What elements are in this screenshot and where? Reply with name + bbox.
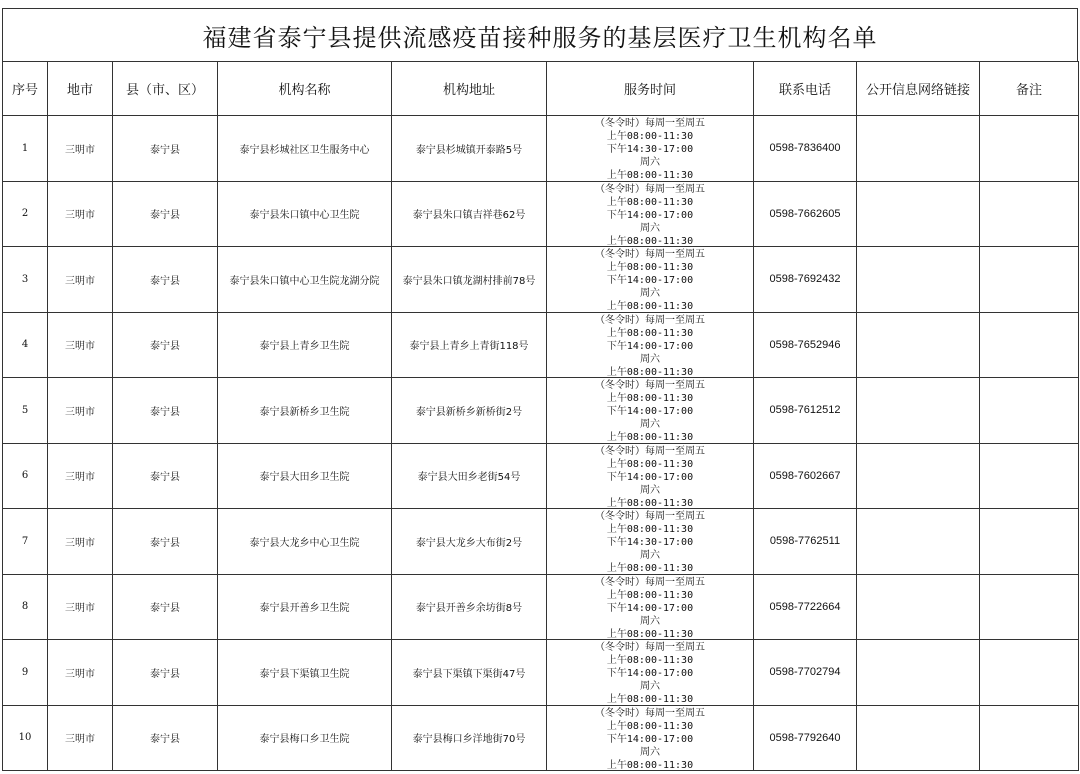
cell-service-hours [547,312,754,378]
cell-city: 三明市 [48,247,113,313]
cell-public-link [857,509,980,575]
service-hours-line: 上午08:00-11:30 [606,366,694,377]
cell-address: 泰宁县下渠镇下渠街47号 [392,640,547,706]
cell-serial: 1 [3,116,48,182]
service-hours-line: 下午14:00-17:00 [606,668,694,680]
cell-public-link [857,116,980,182]
cell-institution-name: 泰宁县下渠镇卫生院 [218,640,392,706]
cell-phone: 0598-7692432 [754,247,857,313]
table-body [3,116,1079,771]
cell-notes [980,312,1079,378]
service-hours-line: 周六 [640,615,660,627]
service-hours-line: （冬令时）每周一至周五 [595,707,705,719]
service-hours-line: 周六 [640,681,660,693]
cell-serial: 9 [3,640,48,706]
service-hours-line: 上午08:00-11:30 [606,628,694,639]
service-hours-line: 上午08:00-11:30 [606,524,694,536]
cell-city: 三明市 [48,705,113,771]
cell-serial: 4 [3,312,48,378]
cell-institution-name: 泰宁县大龙乡中心卫生院 [218,509,392,575]
institution-table [2,61,1079,771]
service-hours-line: （冬令时）每周一至周五 [595,642,705,654]
header-address: 机构地址 [392,62,547,116]
table-row [3,312,1079,378]
service-hours-line: （冬令时）每周一至周五 [595,445,705,457]
service-hours-line: 周六 [640,419,660,431]
service-hours-line: 周六 [640,353,660,365]
cell-address: 泰宁县大龙乡大布街2号 [392,509,547,575]
cell-address: 泰宁县朱口镇龙湖村排前78号 [392,247,547,313]
service-hours-line: 上午08:00-11:30 [606,393,694,405]
service-hours-line: 周六 [640,157,660,169]
cell-notes [980,640,1079,706]
cell-institution-name: 泰宁县朱口镇中心卫生院 [218,181,392,247]
cell-city: 三明市 [48,640,113,706]
service-hours-line: （冬令时）每周一至周五 [595,380,705,392]
service-hours-line: 周六 [640,288,660,300]
cell-phone: 0598-7836400 [754,116,857,182]
cell-phone: 0598-7762511 [754,509,857,575]
service-hours-line: （冬令时）每周一至周五 [595,118,705,130]
header-service-hours: 服务时间 [547,62,754,116]
service-hours-line: （冬令时）每周一至周五 [595,183,705,195]
table-row [3,443,1079,509]
cell-institution-name: 泰宁县朱口镇中心卫生院龙湖分院 [218,247,392,313]
cell-county: 泰宁县 [113,247,218,313]
header-serial: 序号 [3,62,48,116]
cell-phone: 0598-7602667 [754,443,857,509]
service-hours-line: 上午08:00-11:30 [606,458,694,470]
service-hours-lines [547,444,753,508]
service-hours-line: 上午08:00-11:30 [606,694,694,705]
cell-public-link [857,574,980,640]
cell-serial: 10 [3,705,48,771]
service-hours-line: 上午08:00-11:30 [606,589,694,601]
table-row [3,247,1079,313]
service-hours-line: 下午14:00-17:00 [606,209,694,221]
service-hours-line: 上午08:00-11:30 [606,432,694,443]
cell-county: 泰宁县 [113,378,218,444]
table-header-row [3,62,1079,116]
cell-service-hours [547,509,754,575]
header-county: 县（市、区） [113,62,218,116]
service-hours-lines [547,247,753,311]
table-row [3,378,1079,444]
cell-serial: 5 [3,378,48,444]
service-hours-line: （冬令时）每周一至周五 [595,511,705,523]
cell-public-link [857,378,980,444]
cell-address: 泰宁县朱口镇吉祥巷62号 [392,181,547,247]
service-hours-line: 上午08:00-11:30 [606,131,694,143]
cell-service-hours [547,116,754,182]
service-hours-lines [547,575,753,639]
service-hours-line: 上午08:00-11:30 [606,720,694,732]
header-institution-name: 机构名称 [218,62,392,116]
table-row [3,705,1079,771]
cell-county: 泰宁县 [113,574,218,640]
cell-service-hours [547,574,754,640]
cell-county: 泰宁县 [113,705,218,771]
cell-city: 三明市 [48,574,113,640]
cell-notes [980,705,1079,771]
cell-county: 泰宁县 [113,509,218,575]
service-hours-line: 下午14:00-17:00 [606,340,694,352]
service-hours-line: （冬令时）每周一至周五 [595,249,705,261]
header-city: 地市 [48,62,113,116]
cell-public-link [857,181,980,247]
cell-service-hours [547,247,754,313]
table-row [3,640,1079,706]
cell-city: 三明市 [48,443,113,509]
service-hours-lines [547,313,753,377]
cell-city: 三明市 [48,378,113,444]
service-hours-line: （冬令时）每周一至周五 [595,314,705,326]
service-hours-line: 下午14:30-17:00 [606,144,694,156]
cell-address: 泰宁县杉城镇开泰路5号 [392,116,547,182]
cell-phone: 0598-7612512 [754,378,857,444]
cell-institution-name: 泰宁县开善乡卫生院 [218,574,392,640]
cell-county: 泰宁县 [113,181,218,247]
service-hours-lines [547,509,753,573]
service-hours-line: 下午14:00-17:00 [606,733,694,745]
cell-address: 泰宁县开善乡余坊街8号 [392,574,547,640]
service-hours-line: 上午08:00-11:30 [606,563,694,574]
cell-service-hours [547,640,754,706]
cell-county: 泰宁县 [113,116,218,182]
cell-public-link [857,443,980,509]
cell-notes [980,378,1079,444]
service-hours-line: （冬令时）每周一至周五 [595,576,705,588]
cell-institution-name: 泰宁县上青乡卫生院 [218,312,392,378]
cell-city: 三明市 [48,312,113,378]
service-hours-line: 下午14:00-17:00 [606,406,694,418]
cell-address: 泰宁县上青乡上青街118号 [392,312,547,378]
cell-serial: 8 [3,574,48,640]
service-hours-line: 上午08:00-11:30 [606,170,694,181]
cell-address: 泰宁县大田乡老街54号 [392,443,547,509]
table-row [3,181,1079,247]
cell-phone: 0598-7722664 [754,574,857,640]
cell-serial: 6 [3,443,48,509]
service-hours-lines [547,116,753,180]
cell-county: 泰宁县 [113,443,218,509]
cell-service-hours [547,181,754,247]
document-title-cell [2,8,1078,61]
cell-phone: 0598-7792640 [754,705,857,771]
cell-public-link [857,312,980,378]
cell-phone: 0598-7702794 [754,640,857,706]
service-hours-line: 周六 [640,484,660,496]
cell-city: 三明市 [48,181,113,247]
service-hours-line: 下午14:00-17:00 [606,602,694,614]
cell-notes [980,181,1079,247]
cell-service-hours [547,705,754,771]
cell-serial: 7 [3,509,48,575]
cell-notes [980,509,1079,575]
service-hours-line: 下午14:30-17:00 [606,537,694,549]
cell-public-link [857,247,980,313]
cell-city: 三明市 [48,116,113,182]
cell-phone: 0598-7662605 [754,181,857,247]
service-hours-line: 上午08:00-11:30 [606,759,694,770]
service-hours-line: 下午14:00-17:00 [606,471,694,483]
header-public-link: 公开信息网络链接 [857,62,980,116]
service-hours-line: 上午08:00-11:30 [606,327,694,339]
service-hours-line: 上午08:00-11:30 [606,301,694,312]
table-row [3,116,1079,182]
service-hours-lines [547,182,753,246]
table-row [3,509,1079,575]
cell-county: 泰宁县 [113,312,218,378]
cell-address: 泰宁县新桥乡新桥街2号 [392,378,547,444]
cell-county: 泰宁县 [113,640,218,706]
service-hours-line: 上午08:00-11:30 [606,655,694,667]
service-hours-line: 上午08:00-11:30 [606,262,694,274]
cell-institution-name: 泰宁县杉城社区卫生服务中心 [218,116,392,182]
service-hours-line: 下午14:00-17:00 [606,275,694,287]
cell-public-link [857,705,980,771]
cell-institution-name: 泰宁县新桥乡卫生院 [218,378,392,444]
cell-public-link [857,640,980,706]
service-hours-lines [547,706,753,770]
service-hours-lines [547,640,753,704]
cell-notes [980,443,1079,509]
cell-notes [980,574,1079,640]
service-hours-line: 周六 [640,222,660,234]
cell-notes [980,116,1079,182]
cell-serial: 3 [3,247,48,313]
cell-address: 泰宁县梅口乡洋地街70号 [392,705,547,771]
cell-service-hours [547,443,754,509]
header-notes: 备注 [980,62,1079,116]
service-hours-line: 上午08:00-11:30 [606,196,694,208]
cell-phone: 0598-7652946 [754,312,857,378]
service-hours-lines [547,378,753,442]
document-title: 福建省泰宁县提供流感疫苗接种服务的基层医疗卫生机构名单 [202,23,878,52]
service-hours-line: 上午08:00-11:30 [606,497,694,508]
service-hours-line: 周六 [640,746,660,758]
cell-city: 三明市 [48,509,113,575]
cell-service-hours [547,378,754,444]
table-row [3,574,1079,640]
cell-serial: 2 [3,181,48,247]
cell-institution-name: 泰宁县大田乡卫生院 [218,443,392,509]
service-hours-line: 上午08:00-11:30 [606,235,694,246]
header-phone: 联系电话 [754,62,857,116]
cell-notes [980,247,1079,313]
cell-institution-name: 泰宁县梅口乡卫生院 [218,705,392,771]
service-hours-line: 周六 [640,550,660,562]
